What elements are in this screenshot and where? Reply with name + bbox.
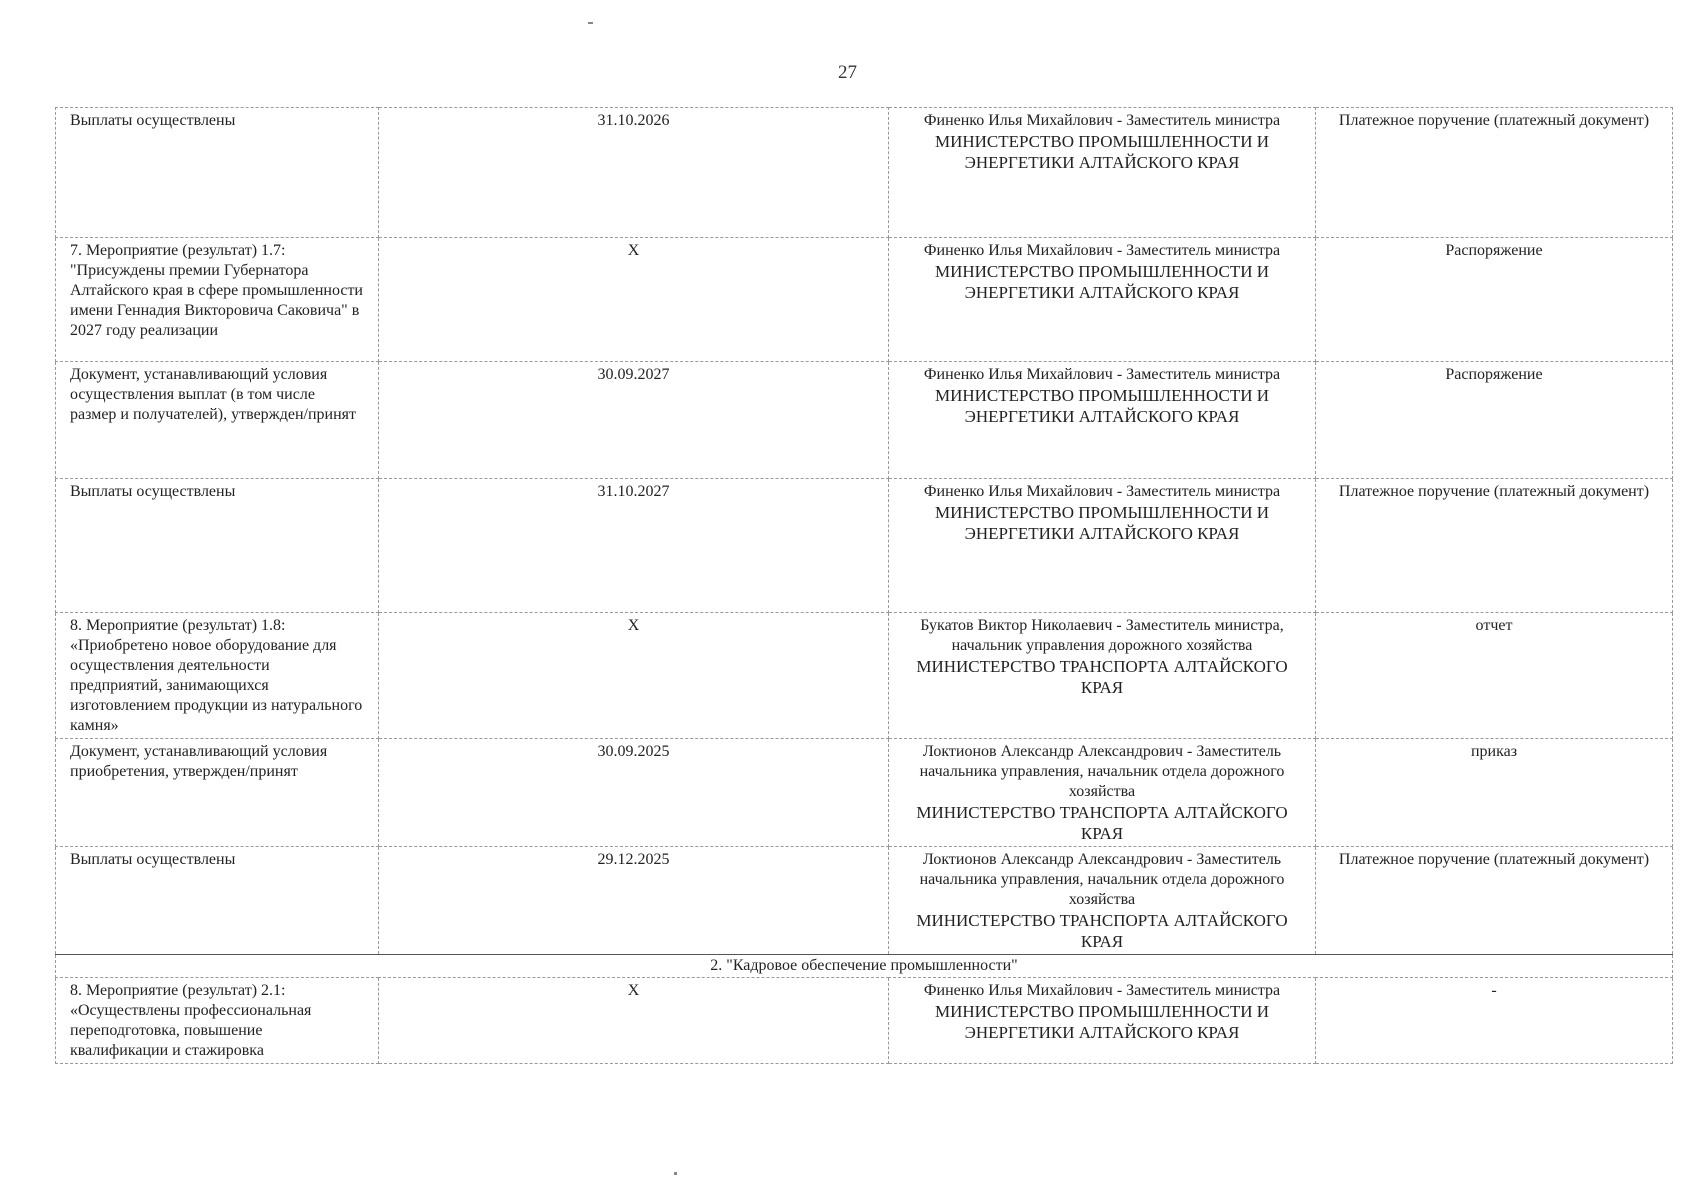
confirming-document: Распоряжение: [1316, 238, 1673, 362]
confirming-document: Распоряжение: [1316, 362, 1673, 479]
results-table: [55, 107, 1673, 1064]
responsible-person: Локтионов Александр Александрович - Заместитель начальника управления, начальник отдела дорожного хозяйства: [919, 851, 1285, 908]
section-title: 2. "Кадровое обеспечение промышленности": [56, 955, 1673, 978]
responsible-cell: [889, 362, 1316, 479]
result-name: 8. Мероприятие (результат) 1.8: «Приобретено новое оборудование для осуществления деятельности предприятий, занимающихся изготовлением продукции из натурального камня»: [56, 613, 379, 739]
confirming-document: Платежное поручение (платежный документ): [1316, 479, 1673, 613]
responsible-person: Букатов Виктор Николаевич - Заместитель министра, начальник управления дорожного хозяйства: [920, 617, 1284, 654]
confirming-document: Платежное поручение (платежный документ): [1316, 847, 1673, 955]
result-date: X: [379, 613, 889, 739]
result-date: 31.10.2026: [379, 108, 889, 238]
responsible-cell: [889, 739, 1316, 847]
result-name: Выплаты осуществлены: [56, 479, 379, 613]
table-row: [56, 479, 1673, 613]
responsible-organization: МИНИСТЕРСТВО ПРОМЫШЛЕННОСТИ И ЭНЕРГЕТИКИ АЛТАЙСКОГО КРАЯ: [934, 386, 1270, 426]
result-name: Выплаты осуществлены: [56, 847, 379, 955]
responsible-cell: [889, 613, 1316, 739]
section-row: [56, 955, 1673, 978]
responsible-organization: МИНИСТЕРСТВО ПРОМЫШЛЕННОСТИ И ЭНЕРГЕТИКИ АЛТАЙСКОГО КРАЯ: [934, 503, 1270, 543]
responsible-cell: [889, 978, 1316, 1064]
responsible-organization: МИНИСТЕРСТВО ПРОМЫШЛЕННОСТИ И ЭНЕРГЕТИКИ АЛТАЙСКОГО КРАЯ: [934, 132, 1270, 172]
result-date: 31.10.2027: [379, 479, 889, 613]
responsible-organization: МИНИСТЕРСТВО ТРАНСПОРТА АЛТАЙСКОГО КРАЯ: [916, 803, 1288, 843]
result-date: 29.12.2025: [379, 847, 889, 955]
result-date: 30.09.2025: [379, 739, 889, 847]
responsible-person: Финенко Илья Михайлович - Заместитель министра: [923, 982, 1281, 999]
table-row: [56, 978, 1673, 1064]
confirming-document: -: [1316, 978, 1673, 1064]
responsible-organization: МИНИСТЕРСТВО ТРАНСПОРТА АЛТАЙСКОГО КРАЯ: [916, 657, 1288, 697]
result-name: Документ, устанавливающий условия приобретения, утвержден/принят: [56, 739, 379, 847]
responsible-organization: МИНИСТЕРСТВО ПРОМЫШЛЕННОСТИ И ЭНЕРГЕТИКИ АЛТАЙСКОГО КРАЯ: [934, 262, 1270, 302]
responsible-person: Финенко Илья Михайлович - Заместитель министра: [923, 483, 1281, 500]
page-number: 27: [838, 62, 857, 83]
responsible-cell: [889, 847, 1316, 955]
table-row: [56, 613, 1673, 739]
responsible-person: Локтионов Александр Александрович - Заместитель начальника управления, начальник отдела дорожного хозяйства: [919, 743, 1285, 800]
result-name: 8. Мероприятие (результат) 2.1: «Осуществлены профессиональная переподготовка, повышение квалификации и стажировка: [56, 978, 379, 1064]
responsible-cell: [889, 479, 1316, 613]
table-row: [56, 362, 1673, 479]
responsible-cell: [889, 108, 1316, 238]
scan-speck: [588, 22, 593, 24]
responsible-person: Финенко Илья Михайлович - Заместитель министра: [923, 366, 1281, 383]
responsible-person: Финенко Илья Михайлович - Заместитель министра: [923, 112, 1281, 129]
table-row: [56, 238, 1673, 362]
responsible-organization: МИНИСТЕРСТВО ТРАНСПОРТА АЛТАЙСКОГО КРАЯ: [916, 911, 1288, 951]
confirming-document: отчет: [1316, 613, 1673, 739]
table-row: [56, 108, 1673, 238]
result-name: Документ, устанавливающий условия осуществления выплат (в том числе размер и получателей), утвержден/принят: [56, 362, 379, 479]
responsible-cell: [889, 238, 1316, 362]
confirming-document: Платежное поручение (платежный документ): [1316, 108, 1673, 238]
responsible-organization: МИНИСТЕРСТВО ПРОМЫШЛЕННОСТИ И ЭНЕРГЕТИКИ АЛТАЙСКОГО КРАЯ: [934, 1002, 1270, 1042]
scan-speck: [674, 1172, 677, 1175]
result-date: X: [379, 238, 889, 362]
result-date: 30.09.2027: [379, 362, 889, 479]
confirming-document: приказ: [1316, 739, 1673, 847]
result-date: X: [379, 978, 889, 1064]
result-name: Выплаты осуществлены: [56, 108, 379, 238]
responsible-person: Финенко Илья Михайлович - Заместитель министра: [923, 242, 1281, 259]
table-row: [56, 847, 1673, 955]
table-row: [56, 739, 1673, 847]
result-name: 7. Мероприятие (результат) 1.7: "Присуждены премии Губернатора Алтайского края в сфере промышленности имени Геннадия Викторовича Саковича" в 2027 году реализации: [56, 238, 379, 362]
